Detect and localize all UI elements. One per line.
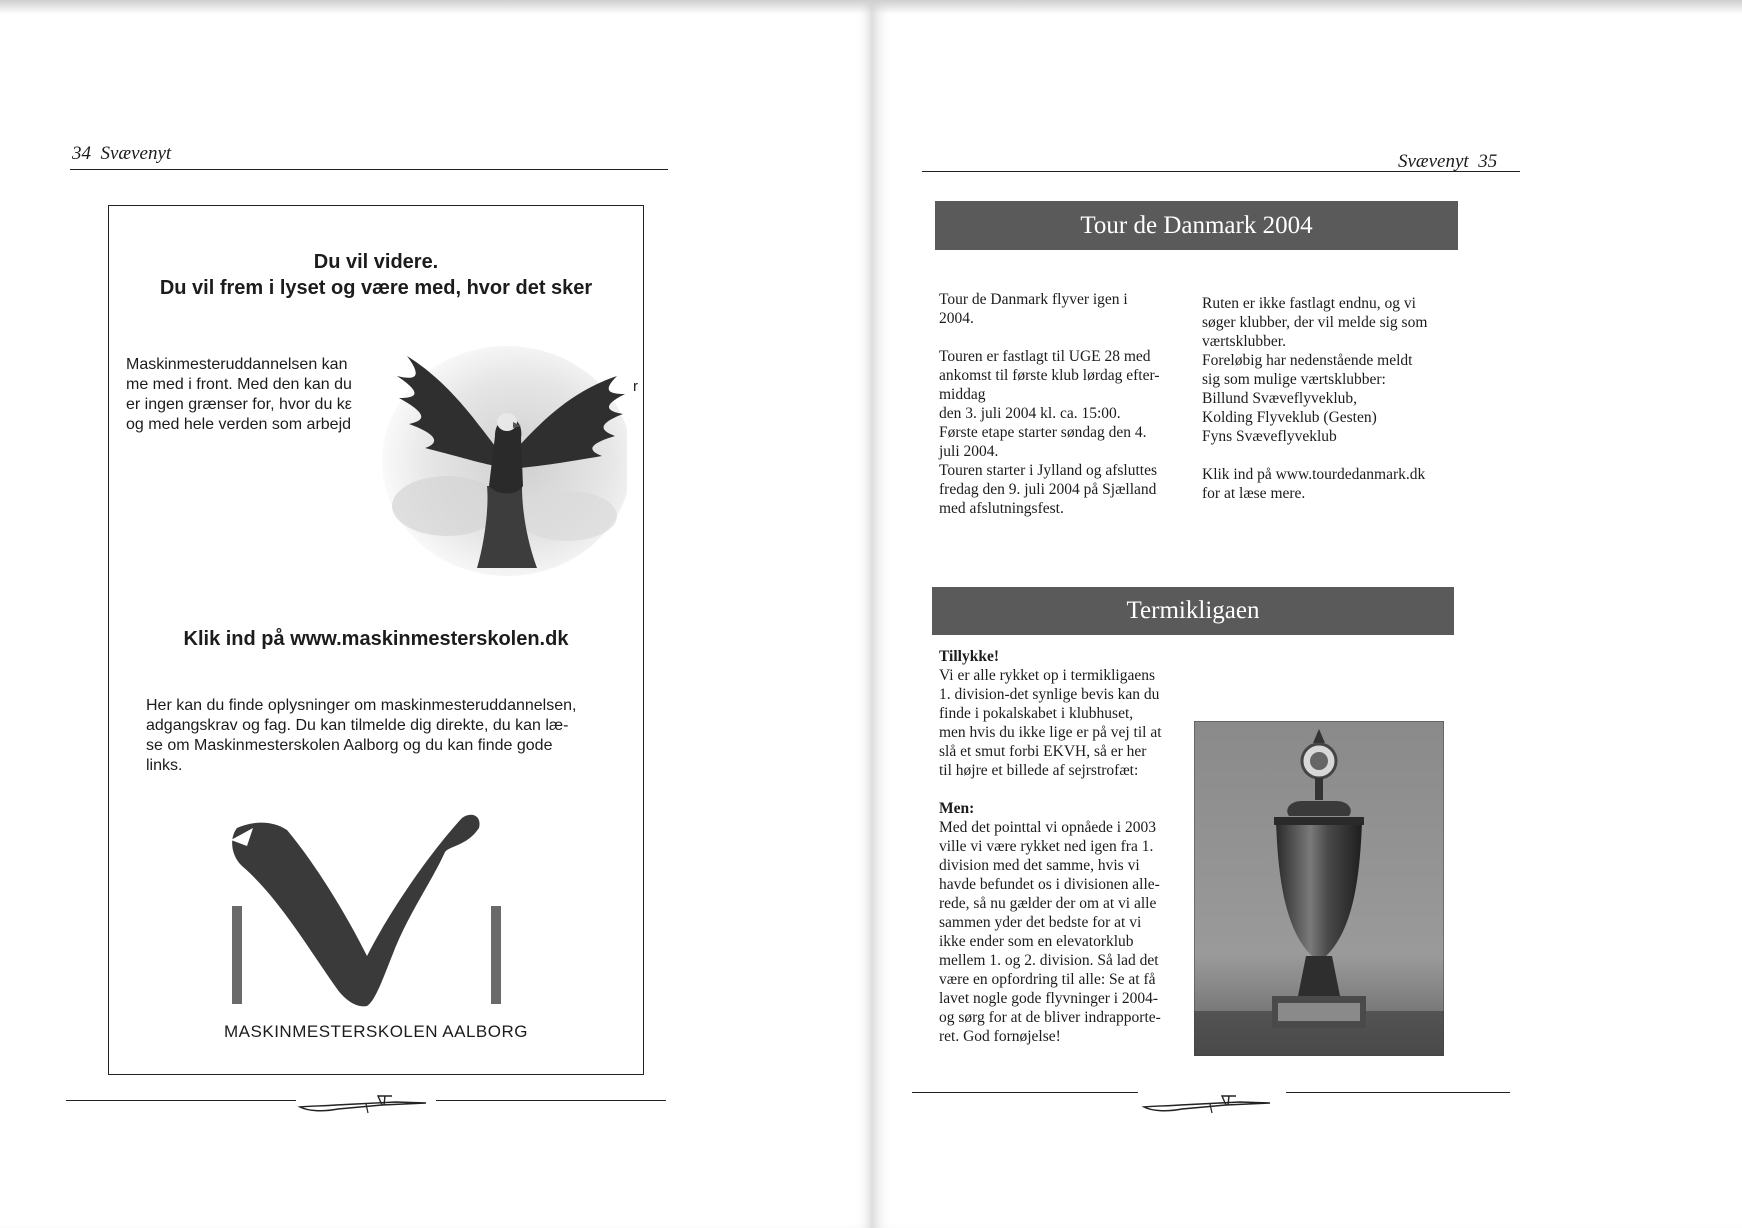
tour-text-line: sig som mulige værtsklubber: <box>1202 371 1386 388</box>
ad-intro-line: er ingen grænser for, hvor du kε <box>126 396 352 413</box>
left-footer-rule-right <box>436 1100 666 1101</box>
termik-text-line: havde befundet os i divisionen alle- <box>939 876 1160 893</box>
ad-headline-2: Du vil frem i lyset og være med, hvor det sker <box>159 277 593 299</box>
tour-text-line: Fyns Svæveflyveklub <box>1202 428 1337 445</box>
left-page-header <box>72 143 171 165</box>
tour-banner: Tour de Danmark 2004 <box>935 201 1458 250</box>
termik-text-line: Med det pointtal vi opnåede i 2003 <box>939 819 1156 836</box>
tour-text-line: Billund Svæveflyveklub, <box>1202 390 1357 407</box>
tour-text-line: søger klubber, der vil melde sig som <box>1202 314 1428 331</box>
termik-text-line: sammen yder det bedste for at vi <box>939 914 1142 931</box>
termik-text-line: division med det samme, hvis vi <box>939 857 1140 874</box>
right-page-header <box>1398 151 1497 173</box>
tour-text-line: middag <box>939 386 986 403</box>
right-page-title: Svævenyt <box>1398 151 1469 172</box>
termik-text-line: Vi er alle rykket op i termikligaens <box>939 667 1156 684</box>
termik-text-line: ret. God fornøjelse! <box>939 1028 1061 1045</box>
tour-column-1 <box>939 290 1189 518</box>
ad-intro-line: me med i front. Med den kan du <box>126 376 352 393</box>
termik-text-line: være en opfordring til alle: Se at få <box>939 971 1156 988</box>
termik-text-line: men hvis du ikke lige er på vej til at <box>939 724 1162 741</box>
right-header-rule <box>922 171 1520 172</box>
tour-text-line: Foreløbig har nedenstående meldt <box>1202 352 1413 369</box>
trophy-icon <box>1194 721 1444 1056</box>
termik-text-line: og sørg for at de bliver indrapporte- <box>939 1009 1161 1026</box>
ad-intro-text <box>126 355 374 435</box>
tour-text-line: fredag den 9. juli 2004 på Sjælland <box>939 481 1157 498</box>
glider-icon <box>296 1093 436 1115</box>
left-page-number: 34 <box>72 143 91 164</box>
advertisement-box <box>108 205 644 1075</box>
tour-text-line: Ruten er ikke fastlagt endnu, og vi <box>1202 295 1416 312</box>
termik-text-line: slå et smut forbi EKVH, så er her <box>939 743 1147 760</box>
ad-headline-1: Du vil videre. <box>313 251 439 273</box>
ad-intro-line: og med hele verden som arbejd <box>126 416 352 433</box>
left-page-title: Svævenyt <box>100 143 172 164</box>
tour-text-line: værtsklubber. <box>1202 333 1286 350</box>
termik-text-line: til højre et billede af sejrstrofæt: <box>939 762 1139 779</box>
tour-text-line: Tour de Danmark flyver igen i <box>939 291 1128 308</box>
ad-desc-line: Her kan du finde oplysninger om maskinmesteruddannelsen, <box>146 697 577 714</box>
termik-text-line: rede, så nu gælder der om at vi alle <box>939 895 1157 912</box>
termik-text-line: ville vi være rykket ned igen fra 1. <box>939 838 1154 855</box>
tour-link-line[interactable]: Klik ind på www.tourdedanmark.dk <box>1202 466 1426 483</box>
tour-text-line: ankomst til første klub lørdag efter- <box>939 367 1160 384</box>
tour-text-line: Touren starter i Jylland og afsluttes <box>939 462 1158 479</box>
tour-text-line: Kolding Flyveklub (Gesten) <box>1202 409 1377 426</box>
termik-heading-congrats: Tillykke! <box>939 648 1000 665</box>
tour-text-line: juli 2004. <box>939 443 999 460</box>
stray-character: r <box>633 378 638 395</box>
ad-intro-line: Maskinmesteruddannelsen kan <box>126 356 348 373</box>
right-page-number: 35 <box>1478 151 1498 172</box>
tour-text-line: Første etape starter søndag den 4. <box>939 424 1147 441</box>
m-logo-icon <box>217 806 517 1011</box>
right-footer-rule-right <box>1286 1092 1510 1093</box>
tour-text-line: for at læse mere. <box>1202 485 1306 502</box>
glider-icon <box>1140 1093 1280 1115</box>
scan-top-shadow <box>0 0 1742 14</box>
ad-description <box>146 696 616 776</box>
eagle-icon <box>377 336 627 576</box>
tour-text-line: med afslutningsfest. <box>939 500 1064 517</box>
tour-text-line: 2004. <box>939 310 974 327</box>
tour-text-line: Touren er fastlagt til UGE 28 med <box>939 348 1151 365</box>
tour-text-line: den 3. juli 2004 kl. ca. 15:00. <box>939 405 1121 422</box>
logo-name: MASKINMESTERSKOLEN AALBORG <box>224 1022 528 1041</box>
termik-heading-but: Men: <box>939 800 975 817</box>
termik-text-line: lavet nogle gode flyvninger i 2004- <box>939 990 1159 1007</box>
termik-text-line: ikke ender som en elevatorklub <box>939 933 1134 950</box>
left-footer-rule-left <box>66 1100 296 1101</box>
termik-text <box>939 647 1194 1046</box>
termik-text-line: 1. division-det synlige bevis kan du <box>939 686 1160 703</box>
ad-desc-line: se om Maskinmesterskolen Aalborg og du kan finde gode <box>146 737 553 754</box>
termik-text-line: finde i pokalskabet i klubhuset, <box>939 705 1134 722</box>
termik-text-line: mellem 1. og 2. division. Så lad det <box>939 952 1159 969</box>
left-header-rule <box>70 169 668 170</box>
right-footer-rule-left <box>912 1092 1138 1093</box>
ad-desc-line: adgangskrav og fag. Du kan tilmelde dig direkte, du kan læ- <box>146 717 569 734</box>
ad-link-line[interactable]: Klik ind på www.maskinmesterskolen.dk <box>183 628 569 650</box>
ad-desc-line: links. <box>146 757 183 774</box>
tour-column-2 <box>1202 294 1464 503</box>
termik-banner: Termikligaen <box>932 587 1454 635</box>
